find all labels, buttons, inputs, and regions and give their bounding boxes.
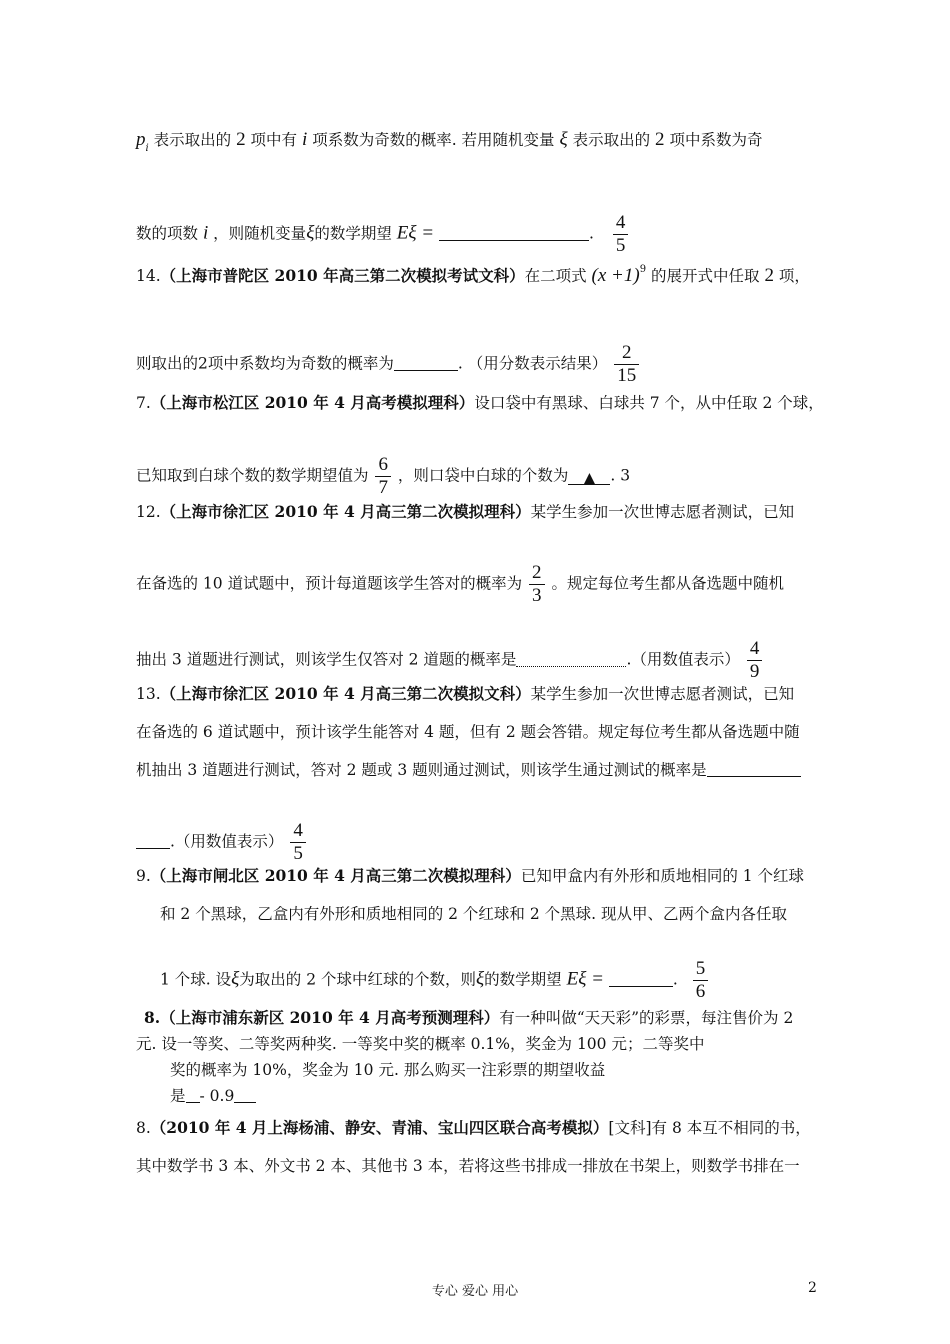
xi-symbol: ξ — [476, 968, 485, 990]
q9-line3 — [160, 958, 710, 1003]
q8a-line2 — [136, 1034, 704, 1054]
answer-fraction — [290, 820, 306, 865]
triangle-mark-icon: ▲ — [583, 468, 596, 487]
answer-fraction — [747, 638, 763, 683]
answer-fraction — [693, 958, 709, 1003]
fraction-numerator: 4 — [293, 820, 303, 841]
text: 设口袋中有黑球、白球共 7 个，从中任取 2 个球， — [474, 394, 824, 412]
i-symbol: i — [301, 129, 308, 150]
text: 其中数学书 3 本、外文书 2 本、其他书 3 本，若将这些书排成一排放在书架上，则数学书排在一 — [136, 1157, 800, 1175]
fraction-numerator: 2 — [621, 342, 632, 363]
text: 的展开式中任取 — [651, 267, 760, 285]
answer-blank — [394, 354, 458, 371]
q13-line3 — [136, 760, 801, 780]
text: ，则口袋中白球的个数为 — [397, 466, 569, 485]
i-symbol: i — [202, 222, 209, 244]
p1-line1 — [136, 130, 762, 153]
fraction-denominator: 5 — [613, 234, 629, 257]
q9-line1 — [136, 866, 804, 886]
q8b-line2 — [136, 1156, 800, 1176]
answer-blank — [568, 468, 610, 485]
text: 有 8 本互不相同的书， — [651, 1119, 811, 1137]
question-source: （上海市松江区 2010 年 4 月高考模拟理科） — [150, 393, 475, 412]
question-number: 7. — [136, 394, 151, 412]
fraction-denominator: 3 — [529, 584, 545, 607]
q7-line2 — [136, 454, 630, 499]
question-number: 13. — [136, 685, 161, 703]
text: 抽出 3 道题进行测试，则该学生仅答对 2 道题的概率是 — [136, 650, 517, 669]
question-number: 14. — [136, 267, 161, 285]
answer-blank-cont — [136, 832, 170, 849]
text: 在备选的 10 道试题中，预计每道题该学生答对的概率为 — [136, 574, 523, 593]
q12-line2 — [136, 562, 784, 607]
text: 某学生参加一次世博志愿者测试，已知 — [530, 503, 795, 521]
answer-blank — [609, 970, 673, 987]
text: 在备选的 6 道试题中，预计该学生能答对 4 题，但有 2 题会答错。规定每位考生都从备选题中随 — [136, 723, 800, 741]
binomial-expression: (x +1) — [591, 265, 640, 286]
expectation-symbol: Eξ = — [566, 968, 604, 990]
expectation-symbol: Eξ = — [396, 222, 435, 244]
p-symbol: p — [136, 129, 146, 150]
text: .（用数值表示） — [170, 832, 284, 851]
text: 1 个球. 设 — [160, 970, 232, 989]
text: 是 — [170, 1087, 186, 1105]
text: 则取出的 — [136, 354, 199, 373]
q8a-line1 — [144, 1008, 793, 1028]
text: 有一种叫做“天天彩”的彩票，每注售价为 2 — [499, 1009, 794, 1027]
q13-line4 — [136, 820, 308, 865]
footer-slogan: 专心 爱心 用心 — [431, 1284, 519, 1299]
text: 表示取出的 — [153, 131, 232, 149]
q8a-line3 — [170, 1060, 605, 1080]
binomial-exponent: 9 — [639, 264, 647, 275]
text: 为取出的 2 个球中红球的个数，则 — [239, 970, 477, 989]
text: 某学生参加一次世博志愿者测试，已知 — [530, 685, 795, 703]
fraction-denominator: 9 — [747, 660, 763, 683]
q14-line2 — [136, 342, 641, 387]
question-source: （上海市徐汇区 2010 年 4 月高三第二次模拟理科） — [160, 502, 531, 521]
text: 数的项数 — [136, 224, 199, 243]
text: 项， — [778, 267, 810, 285]
fraction-numerator: 6 — [378, 454, 388, 475]
text: 的数学期望 — [484, 970, 562, 989]
fraction-numerator: 2 — [532, 562, 542, 583]
answer-value: - 0.9 — [199, 1087, 235, 1105]
text: 机抽出 3 道题进行测试，答对 2 题或 3 题则通过测试，则该学生通过测试的概率是 — [136, 761, 707, 779]
text: 项中系数均为奇数的概率为 — [207, 354, 394, 373]
given-fraction — [529, 562, 545, 607]
text: 项中系数为奇 — [669, 131, 763, 149]
answer-fraction — [613, 212, 629, 257]
q8a-line4 — [170, 1086, 256, 1106]
text: 项中有 — [250, 131, 298, 149]
question-source: （上海市普陀区 2010 年高三第二次模拟考试文科） — [160, 266, 525, 285]
text: 奖的概率为 10%，奖金为 10 元. 那么购买一注彩票的期望收益 — [170, 1061, 606, 1079]
q8b-line1 — [136, 1118, 811, 1138]
text: 。规定每位考生都从备选题中随机 — [551, 574, 784, 593]
question-number: 8. — [136, 1119, 151, 1137]
text: . 3 — [610, 466, 631, 485]
text: . — [672, 970, 678, 989]
answer-blank — [186, 1086, 200, 1103]
fraction-denominator: 15 — [614, 364, 639, 387]
text: 和 2 个黑球，乙盒内有外形和质地相同的 2 个红球和 2 个黑球. 现从甲、乙两个盒内各任取 — [160, 905, 788, 923]
text: 已知取到白球个数的数学期望值为 — [136, 466, 369, 485]
fraction-numerator: 4 — [615, 212, 626, 233]
fraction-denominator: 5 — [290, 842, 306, 865]
fraction-denominator: 6 — [693, 980, 709, 1003]
fraction-numerator: 5 — [695, 958, 706, 979]
math-number: 2 — [655, 129, 665, 150]
p1-line2 — [136, 212, 630, 257]
question-number: 9. — [136, 867, 151, 885]
question-source: （上海市徐汇区 2010 年 4 月高三第二次模拟文科） — [160, 684, 531, 703]
q13-line1 — [136, 684, 794, 704]
xi-symbol: ξ — [231, 968, 240, 990]
math-number: 2 — [236, 129, 246, 150]
text: ，则随机变量 — [213, 224, 307, 243]
answer-fraction — [614, 342, 639, 387]
text: 在二项式 — [524, 267, 587, 285]
text: . — [589, 224, 594, 243]
text: 已知甲盒内有外形和质地相同的 1 个红球 — [520, 867, 805, 885]
text: 表示取出的 — [572, 131, 651, 149]
question-number: 12. — [136, 503, 161, 521]
fraction-numerator: 4 — [749, 638, 760, 659]
page-number: 2 — [808, 1280, 817, 1296]
answer-blank — [439, 224, 589, 241]
q12-line1 — [136, 502, 794, 522]
p-subscript: i — [145, 143, 149, 154]
q7-line1 — [136, 393, 824, 413]
xi-symbol: ξ — [306, 222, 315, 244]
answer-blank — [707, 760, 801, 777]
question-number: 8. — [144, 1008, 161, 1027]
math-number: 2 — [764, 265, 774, 286]
text: 的数学期望 — [314, 224, 392, 243]
fraction-denominator: 7 — [375, 476, 391, 499]
text: . （用分数表示结果） — [457, 354, 608, 373]
answer-blank — [516, 650, 626, 667]
question-source: （上海市闸北区 2010 年 4 月高三第二次模拟理科） — [150, 866, 521, 885]
q14-line1 — [136, 266, 810, 289]
number: 2 — [198, 354, 208, 373]
question-source: （上海市浦东新区 2010 年 4 月高考预测理科） — [160, 1008, 500, 1027]
answer-blank — [234, 1086, 256, 1103]
q12-line3 — [136, 638, 764, 683]
text: 项系数为奇数的概率. 若用随机变量 — [312, 131, 555, 149]
xi-symbol: ξ — [559, 129, 568, 150]
text: .（用数值表示） — [626, 650, 740, 669]
q13-line2 — [136, 722, 800, 742]
subject-tag: [文科] — [608, 1119, 652, 1137]
question-source: （2010 年 4 月上海杨浦、静安、青浦、宝山四区联合高考模拟） — [150, 1118, 609, 1137]
given-fraction — [375, 454, 391, 499]
q9-line2 — [160, 904, 787, 924]
text: 元. 设一等奖、二等奖两种奖. 一等奖中奖的概率 0.1%，奖金为 100 元；二等奖中 — [136, 1035, 705, 1053]
